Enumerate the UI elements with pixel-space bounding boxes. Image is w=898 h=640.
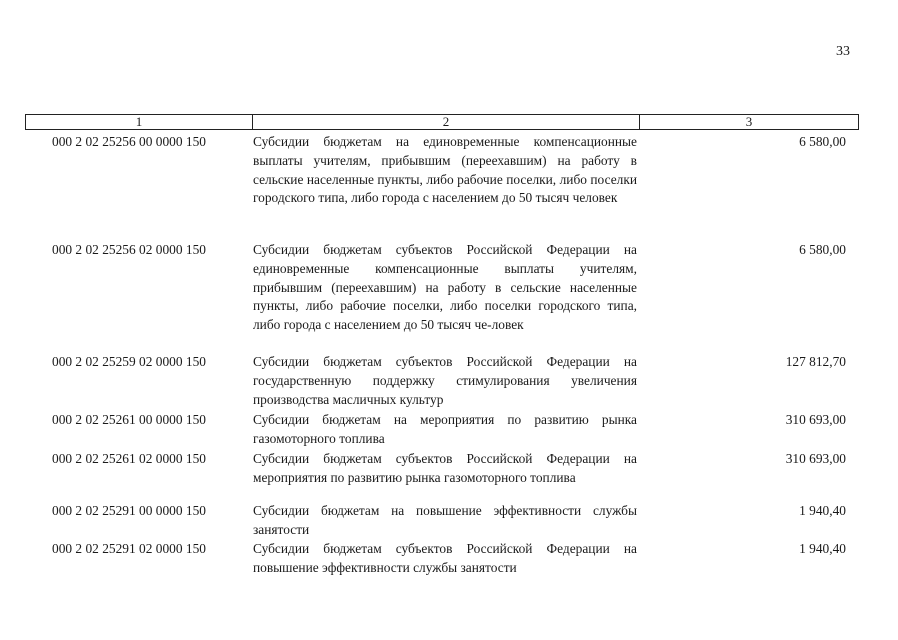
budget-code: 000 2 02 25256 00 0000 150 — [52, 134, 206, 149]
row-description: Субсидии бюджетам субъектов Российской Федерации на повышение эффективности службы занятости — [253, 541, 637, 575]
row-amount: 310 693,00 — [785, 451, 846, 466]
row-description: Субсидии бюджетам на повышение эффективности службы занятости — [253, 503, 637, 537]
row-description: Субсидии бюджетам на мероприятия по развитию рынка газомоторного топлива — [253, 412, 637, 446]
budget-code: 000 2 02 25261 02 0000 150 — [52, 451, 206, 466]
row-description: Субсидии бюджетам на единовременные компенсационные выплаты учителям, прибывшим (переехавшим) на работу в сельские населенные пункты, либо рабочие поселки, либо поселки городского типа, либо города с населением до 50 тысяч человек — [253, 134, 637, 206]
row-amount: 6 580,00 — [799, 134, 846, 149]
page-number: 33 — [836, 44, 850, 59]
budget-code: 000 2 02 25256 02 0000 150 — [52, 242, 206, 257]
row-description: Субсидии бюджетам субъектов Российской Федерации на государственную поддержку стимулирования увеличения производства масличных культур — [253, 354, 637, 407]
row-description: Субсидии бюджетам субъектов Российской Федерации на мероприятия по развитию рынка газомоторного топлива — [253, 451, 637, 485]
row-amount: 1 940,40 — [799, 503, 846, 518]
header-col-3: 3 — [745, 114, 753, 129]
header-col-1: 1 — [135, 114, 143, 129]
row-description: Субсидии бюджетам субъектов Российской Федерации на единовременные компенсационные выплаты учителям, прибывшим (переехавшим) на работу в сельские населенные пункты, либо рабочие поселки, либо поселки городского типа, либо города с населением до 50 тысяч че-ловек — [253, 242, 637, 333]
row-amount: 1 940,40 — [799, 541, 846, 556]
budget-code: 000 2 02 25261 00 0000 150 — [52, 412, 206, 427]
row-amount: 6 580,00 — [799, 242, 846, 257]
budget-code: 000 2 02 25291 02 0000 150 — [52, 541, 206, 556]
table-header — [25, 114, 859, 130]
budget-code: 000 2 02 25291 00 0000 150 — [52, 503, 206, 518]
budget-code: 000 2 02 25259 02 0000 150 — [52, 354, 206, 369]
row-amount: 127 812,70 — [785, 354, 846, 369]
row-amount: 310 693,00 — [785, 412, 846, 427]
header-col-2: 2 — [442, 114, 450, 129]
